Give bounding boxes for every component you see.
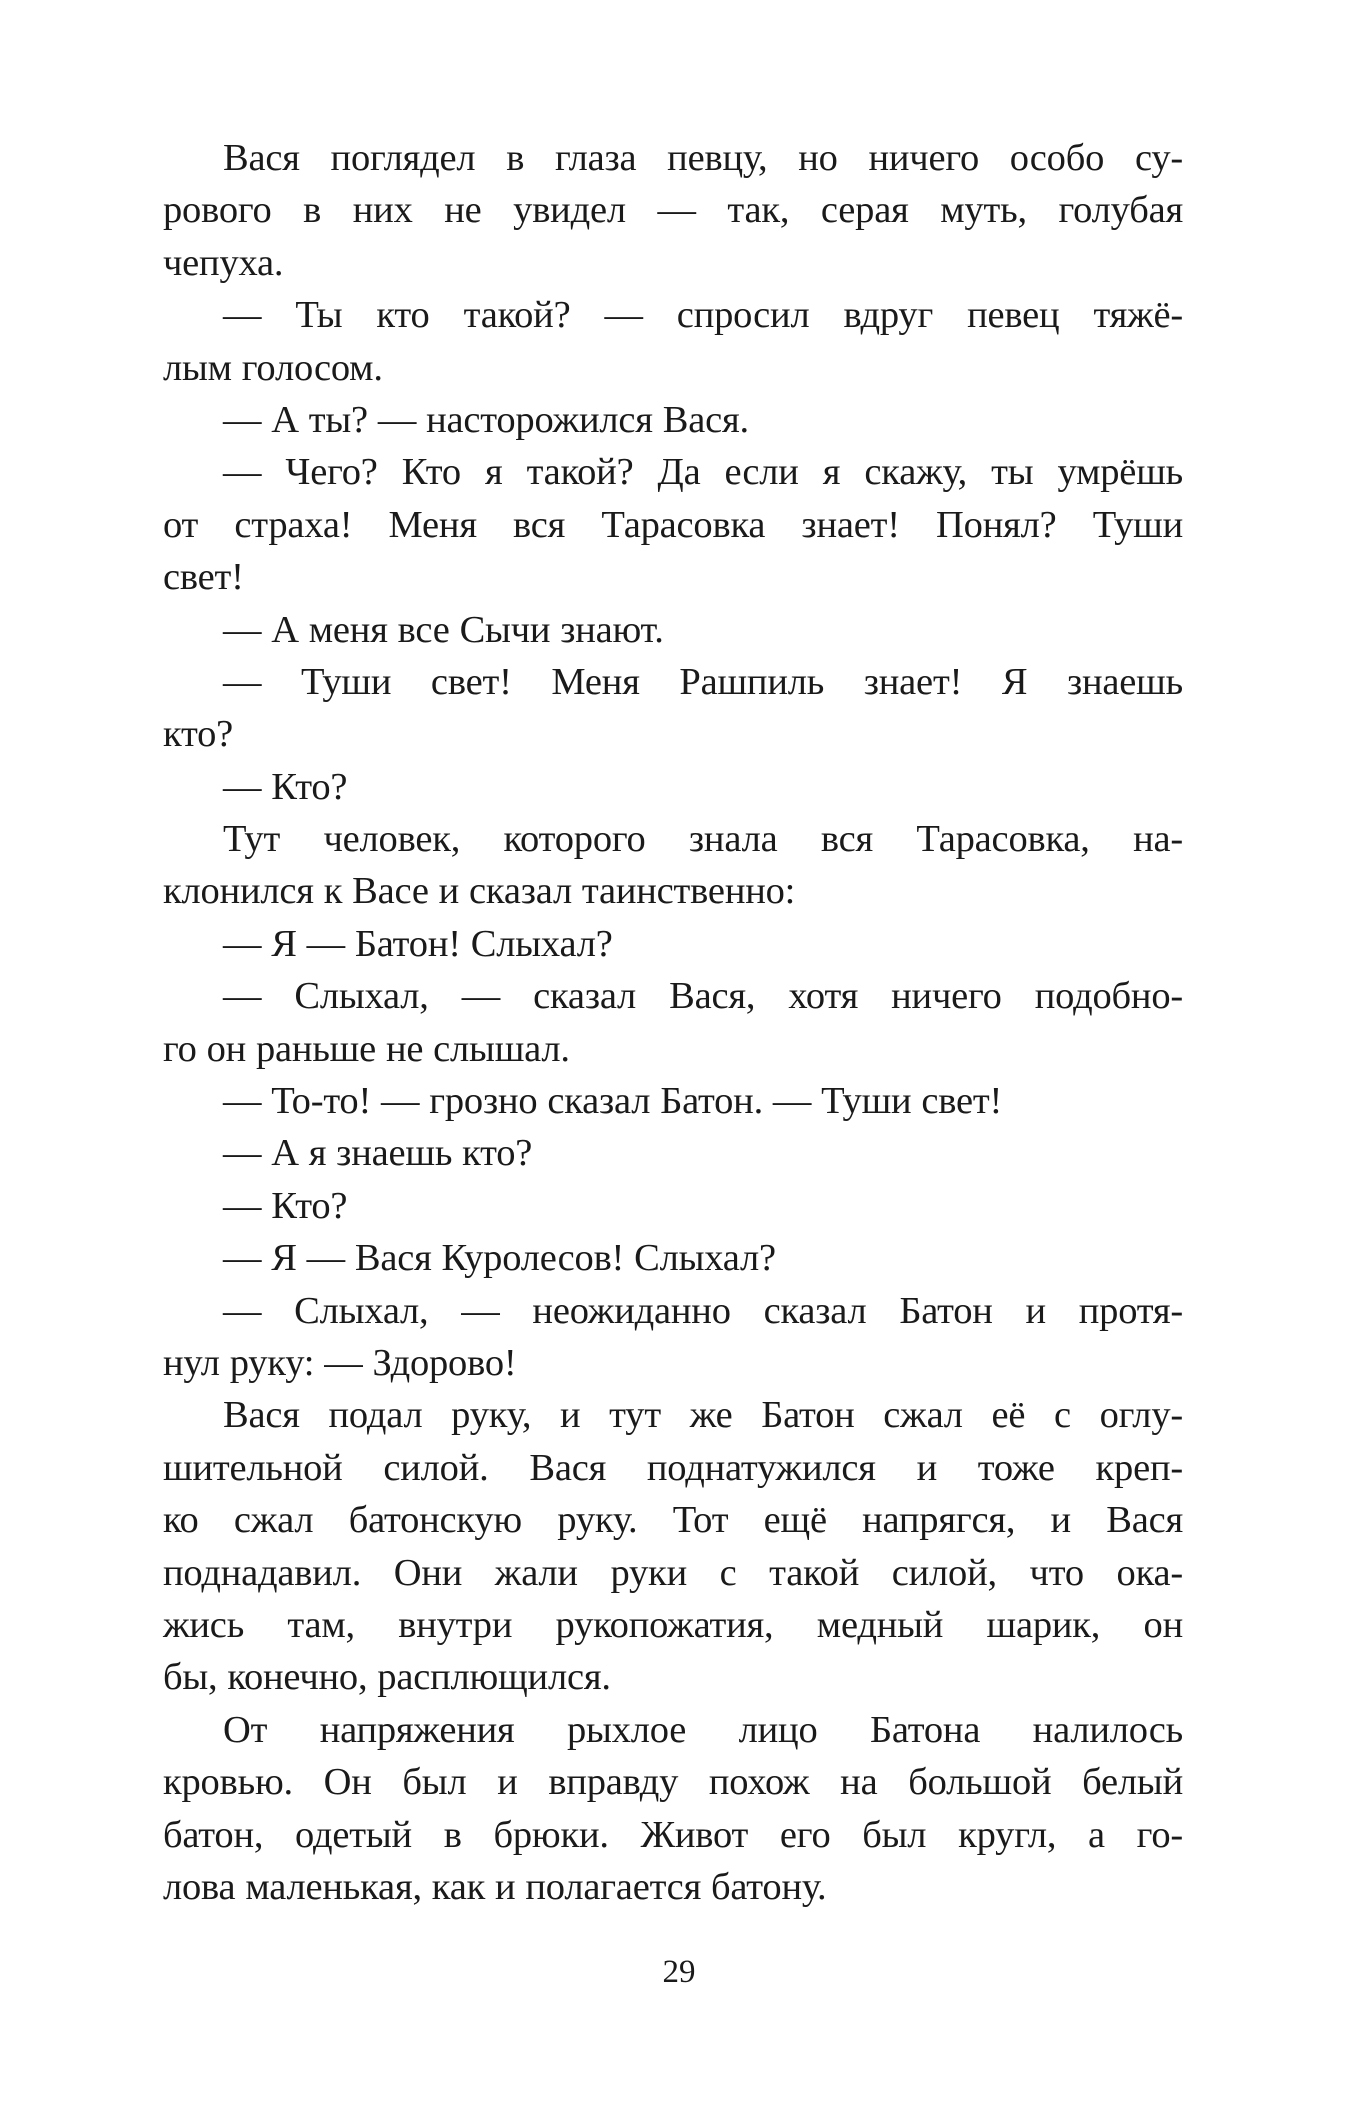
text-line: поднадавил. Они жали руки с такой силой, что ока-: [163, 1551, 1183, 1594]
text-line: кто?: [163, 713, 234, 756]
text-line: — Ты кто такой? — спросил вдруг певец тяжё-: [223, 294, 1183, 337]
text-line: бы, конечно, расплющился.: [163, 1656, 611, 1699]
text-line: лова маленькая, как и полагается батону.: [163, 1865, 827, 1908]
text-line: батон, одетый в брюки. Живот его был кругл, а го-: [163, 1813, 1183, 1856]
text-line: го он раньше не слышал.: [163, 1027, 570, 1070]
page-number: 29: [662, 1954, 696, 1990]
text-line: чепуха.: [163, 241, 284, 284]
text-line: кровью. Он был и вправду похож на большой белый: [163, 1761, 1183, 1804]
text-line: — Кто?: [223, 765, 348, 808]
text-line: — Я — Вася Куролесов! Слыхал?: [223, 1237, 776, 1280]
text-line: клонился к Васе и сказал таинственно:: [163, 870, 796, 913]
text-line: лым голосом.: [163, 346, 383, 389]
body-text: [163, 132, 1183, 1913]
text-line: жись там, внутри рукопожатия, медный шарик, он: [163, 1603, 1183, 1646]
text-line: — Слыхал, — сказал Вася, хотя ничего подобно-: [223, 975, 1183, 1018]
text-line: ко сжал батонскую руку. Тот ещё напрягся, и Вася: [163, 1499, 1183, 1542]
text-line: — А ты? — насторожился Вася.: [223, 398, 749, 441]
text-line: рового в них не увидел — так, серая муть, голубая: [163, 189, 1183, 232]
text-line: — Туши свет! Меня Рашпиль знает! Я знаешь: [223, 660, 1183, 703]
text-line: Вася подал руку, и тут же Батон сжал её с оглу-: [223, 1394, 1183, 1437]
text-line: — Слыхал, — неожиданно сказал Батон и протя-: [223, 1289, 1183, 1332]
text-line: Вася поглядел в глаза певцу, но ничего особо су-: [223, 137, 1183, 179]
text-line: от страха! Меня вся Тарасовка знает! Понял? Туши: [163, 503, 1183, 546]
text-line: — А меня все Сычи знают.: [223, 608, 664, 651]
text-line: свет!: [163, 556, 244, 599]
text-line: — Кто?: [223, 1184, 348, 1227]
text-line: — Чего? Кто я такой? Да если я скажу, ты умрёшь: [223, 451, 1183, 494]
text-line: нул руку: — Здорово!: [163, 1341, 517, 1384]
text-line: Тут человек, которого знала вся Тарасовка, на-: [223, 818, 1183, 861]
text-line: От напряжения рыхлое лицо Батона налилось: [223, 1708, 1183, 1751]
text-line: — Я — Батон! Слыхал?: [223, 922, 613, 965]
text-line: — То-то! — грозно сказал Батон. — Туши свет!: [223, 1080, 1003, 1123]
text-line: — А я знаешь кто?: [223, 1132, 533, 1175]
text-line: шительной силой. Вася поднатужился и тоже креп-: [163, 1446, 1183, 1489]
